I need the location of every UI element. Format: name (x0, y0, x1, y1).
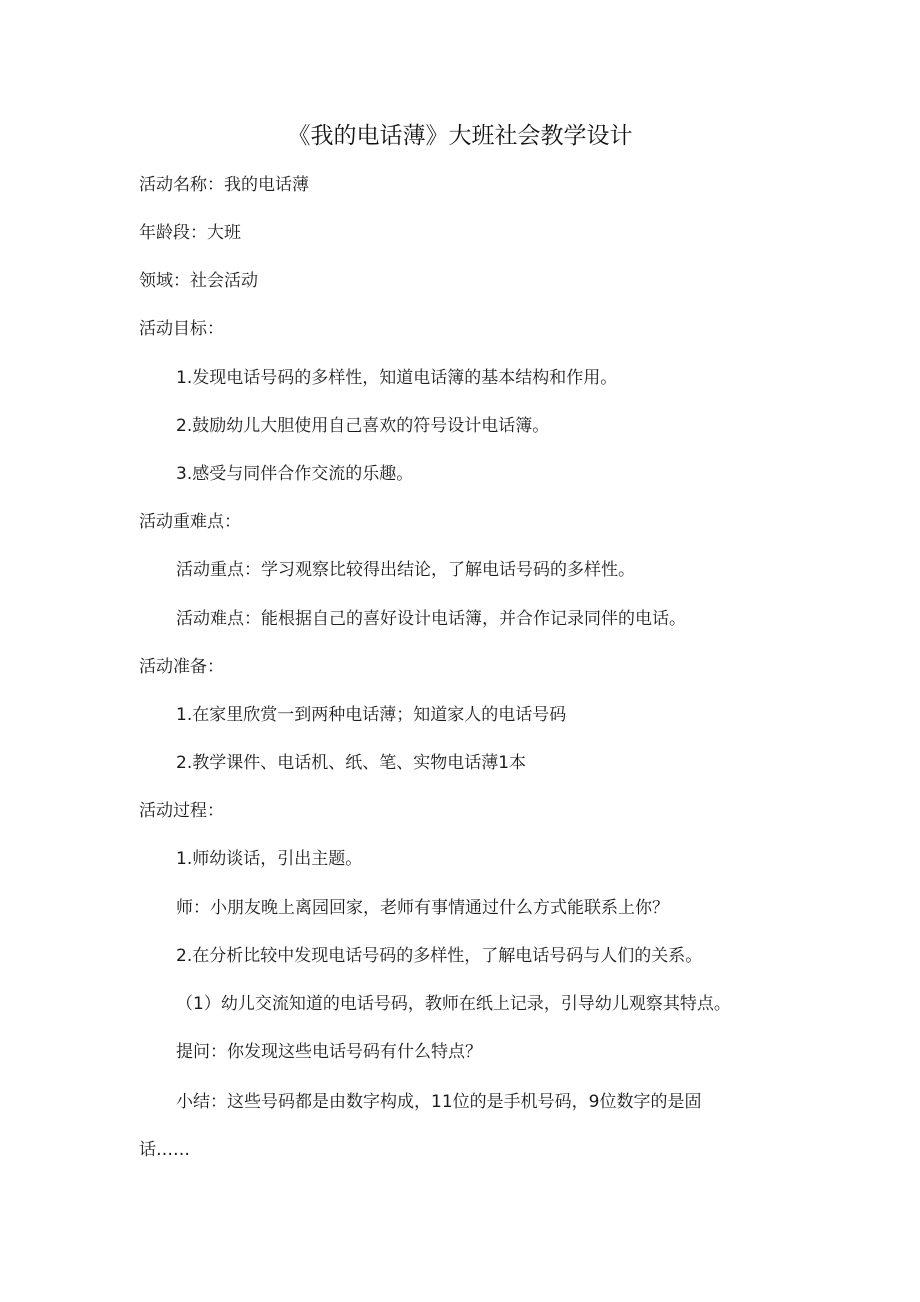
document-title: 《我的电话薄》大班社会教学设计 (287, 123, 633, 149)
objectives-heading: 活动目标： (139, 319, 224, 339)
objective-item-2: 2.鼓励幼儿大胆使用自己喜欢的符号设计电话簿。 (176, 416, 550, 436)
key-point-line: 活动重点：学习观察比较得出结论，了解电话号码的多样性。 (176, 560, 635, 580)
objective-item-1: 1.发现电话号码的多样性，知道电话簿的基本结构和作用。 (176, 368, 618, 388)
domain-line: 领域：社会活动 (139, 271, 258, 291)
activity-name-line: 活动名称：我的电话薄 (139, 175, 309, 195)
process-step-2: 2.在分析比较中发现电话号码的多样性，了解电话号码与人们的关系。 (176, 946, 703, 966)
process-heading: 活动过程： (139, 801, 224, 821)
age-group-line: 年龄段：大班 (139, 223, 241, 243)
preparation-heading: 活动准备： (139, 657, 224, 677)
preparation-item-2: 2.教学课件、电话机、纸、笔、实物电话薄1本 (176, 753, 527, 773)
difficult-point-line: 活动难点：能根据自己的喜好设计电话簿，并合作记录同伴的电话。 (176, 609, 686, 629)
summary-paragraph: 小结：这些号码都是由数字构成，11位的是手机号码，9位数字的是固话…… (139, 1092, 702, 1160)
preparation-item-1: 1.在家里欣赏一到两种电话薄；知道家人的电话号码 (176, 705, 567, 725)
process-substep-1: （1）幼儿交流知道的电话号码，教师在纸上记录，引导幼儿观察其特点。 (176, 994, 731, 1014)
objective-item-3: 3.感受与同伴合作交流的乐趣。 (176, 464, 414, 484)
teacher-question-line: 师：小朋友晚上离园回家，老师有事情通过什么方式能联系上你？ (176, 898, 669, 918)
question-line: 提问：你发现这些电话号码有什么特点？ (176, 1042, 482, 1062)
key-points-heading: 活动重难点： (139, 512, 241, 532)
process-step-1: 1.师幼谈话，引出主题。 (176, 849, 363, 869)
